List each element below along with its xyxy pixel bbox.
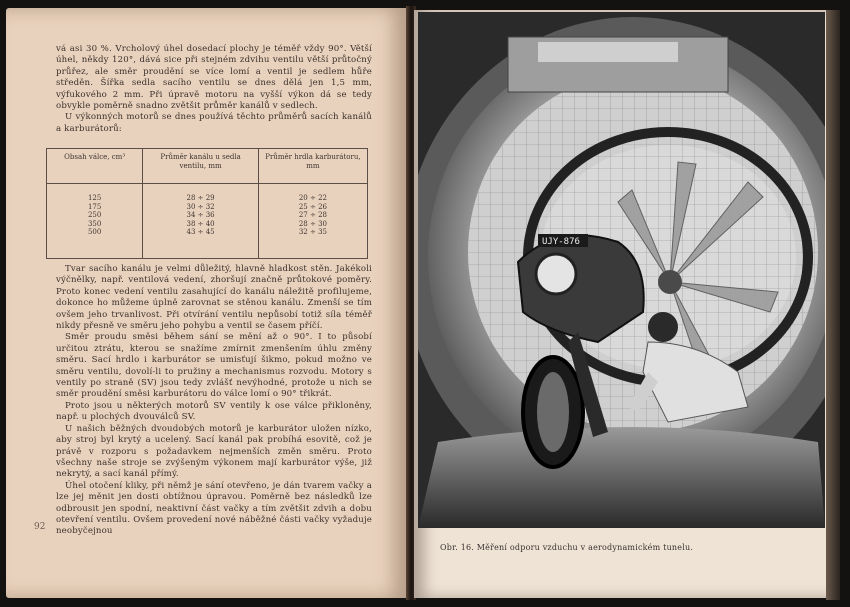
- table-cell: 43 ÷ 45: [186, 228, 215, 237]
- table-header-row: [47, 149, 368, 184]
- intake-dimensions-table: [46, 148, 368, 259]
- table-cell: 350: [87, 219, 102, 228]
- paragraph: Směr proudu směsi během sání se mění až o 90°. I to působí určitou ztrátu, kterou se snažíme zmírnit zmenšením úhlu změny směru. Sací hrdlo i karburátor se umisťují šikmo, pokud možno ve směru ventilu, dovolí-li to pružiny a mechanismus rozvodu. Motory s ventily po straně (SV) jsou tedy zvlášť nevýhodné, protože u nich se směr proudění směsi karburátoru do válce lomí o 90° třikrát.: [56, 332, 372, 400]
- license-plate: UJY-876: [542, 237, 580, 247]
- table-column: [258, 184, 367, 259]
- paragraph: U výkonných motorů se dnes používá těchto průměrů sacích kanálů a karburátorů:: [56, 112, 372, 134]
- table-cell: 28 ÷ 29: [186, 194, 215, 202]
- table-cell: 30 ÷ 32: [186, 202, 215, 211]
- table-header: Průměr kanálu u sedla ventilu, mm: [143, 149, 259, 184]
- table-cell: 175: [87, 202, 102, 211]
- table-cell: 34 ÷ 36: [186, 211, 215, 220]
- table-column: [143, 184, 259, 259]
- page-edge: [826, 10, 840, 600]
- paragraph: vá asi 30 %. Vrcholový úhel dosedací plochy je téměř vždy 90°. Větší úhel, někdy 120°, dává sice při stejném zdvihu ventilu větší průtočný průřez, ale směr proudění se více lomí a ventil je sedlem hůře středěn. Šířka sedla sacího ventilu se dnes dělá jen 1,5 mm, výfukového 2 mm. Při úpravě motoru na vyšší výkon dá se tedy obvykle poměrně snadno zvětšit průměr kanálů v sedlech.: [56, 44, 372, 112]
- table-cell: 250: [87, 211, 102, 220]
- paragraph: Úhel otočení kliky, při němž je sání otevřeno, je dán tvarem vačky a lze jej měnit jen dosti obtížnou úpravou. Poměrně bez následků lze odbrousit jen spodní, neaktivní část vačky a tím zvětšit zdvih a dobu otevření ventilu. Ovšem provedení nové náběžné části vačky vyžaduje neobyčejnou: [56, 480, 372, 537]
- table-cell: 25 ÷ 26: [298, 202, 327, 211]
- table-column: [47, 184, 143, 259]
- table-cell: 28 ÷ 30: [298, 219, 327, 228]
- table-header: Obsah válce, cm³: [47, 149, 143, 184]
- paragraph: Tvar sacího kanálu je velmi důležitý, hlavně hladkost stěn. Jakékoli výčnělky, např. ventilová vedení, zhoršují značně průtokové poměry. Proto konec vedení ventilu zasahující do kanálu náležitě profilujeme, dokonce ho můžeme úplně zarovnat se stěnou kanálu. Zmenší se tím ovšem jeho trvanlivost. Při otvírání ventilu nepůsobí totiž síla téměř nikdy přesně ve směru jeho pohybu a ventil se časem příčí.: [56, 264, 372, 332]
- motorcycle-wind-tunnel-photo: [418, 12, 825, 528]
- table-cell: 38 ÷ 40: [186, 219, 215, 228]
- table-cell: 20 ÷ 22: [298, 194, 327, 202]
- table-cell: 27 ÷ 28: [298, 211, 327, 220]
- left-page-text-lower: [56, 264, 372, 538]
- page-number: 92: [34, 522, 46, 532]
- paragraph: Proto jsou u některých motorů SV ventily k ose válce přikloněny, např. u plochých dvouválců SV.: [56, 400, 372, 423]
- left-page-text: [56, 44, 372, 135]
- photo-illustration: [418, 12, 825, 528]
- table-cell: 125: [87, 194, 102, 202]
- table-header: Průměr hrdla karburátoru, mm: [258, 149, 367, 184]
- table-cell: 500: [87, 228, 102, 237]
- table-body-row: [47, 184, 368, 259]
- paragraph: U našich běžných dvoudobých motorů je karburátor uložen nízko, aby stroj byl krytý a ucelený. Sací kanál pak probíhá esovitě, což je právě v rozporu s požadavkem nejmenších změn směru. Proto všechny naše stroje se zvýšeným výkonem mají karburátor výše, již nekrytý, a sací kanál přímý.: [56, 423, 372, 480]
- figure-caption: Obr. 16. Měření odporu vzduchu v aerodynamickém tunelu.: [440, 543, 694, 552]
- table-cell: 32 ÷ 35: [298, 228, 327, 237]
